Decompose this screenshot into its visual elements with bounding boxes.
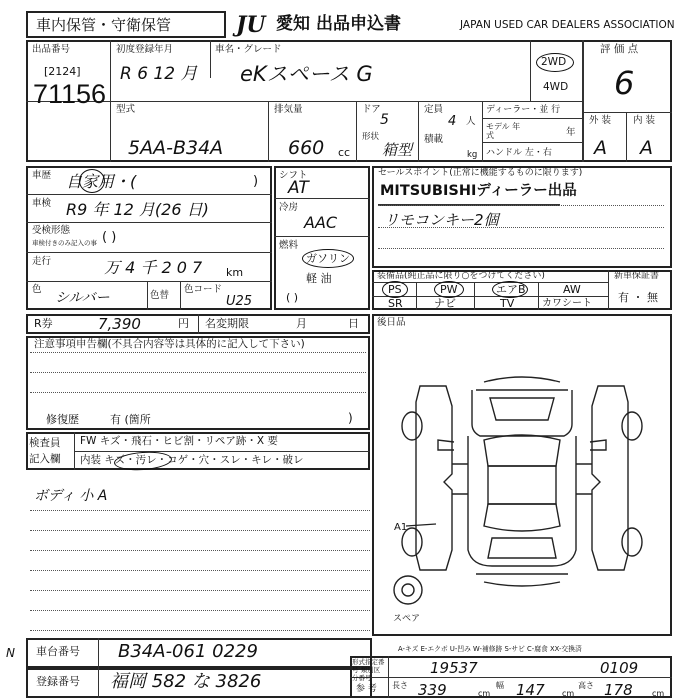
ju-logo	[236, 14, 274, 36]
ac-label: 冷房	[279, 202, 299, 213]
equip-pw: PW	[440, 283, 458, 296]
exterior-grade: A	[594, 137, 607, 159]
color-code-label: 色コード	[184, 284, 223, 295]
name-change-label: 名変期限	[205, 317, 249, 330]
model-year-label: モデル 年式	[486, 122, 521, 140]
drive-2wd-circle	[536, 53, 574, 72]
mileage-label: 走行	[32, 256, 52, 267]
equip-pw-circle	[434, 281, 464, 298]
interior-grade: A	[640, 137, 653, 159]
repair-history-value: 有 (箇所	[110, 413, 151, 426]
equip-aw: AW	[563, 283, 581, 296]
year-unit: 年	[566, 127, 576, 138]
first-registration-value: R 6 12 月	[120, 64, 198, 84]
spare-label: スペア	[393, 614, 421, 624]
assoc-name-en: JAPAN USED CAR DEALERS ASSOCIATION	[460, 19, 675, 31]
color-label: 色	[32, 284, 42, 295]
inspector-int-row: 内装 キズ・汚レ・コゲ・穴・スレ・キレ・破レ	[80, 454, 304, 466]
fuel-petrol: ガソリン	[306, 252, 350, 265]
displacement-value: 660	[288, 137, 325, 159]
interior-label: 内 装	[633, 115, 656, 126]
capacity-unit: 人	[466, 116, 476, 127]
model-grade-value: eKスペース G	[240, 62, 373, 86]
equip-tv: TV	[500, 297, 515, 310]
plate-value: 福岡 582 な 3826	[110, 671, 262, 692]
recycle-value: 7,390	[98, 315, 141, 333]
history-label: 車歴	[32, 170, 52, 181]
equip-airbag: エアB	[496, 283, 526, 296]
color-value: シルバー	[55, 290, 110, 306]
history-paren-close: )	[253, 174, 259, 189]
dims-ref-label: 参 考	[356, 684, 377, 694]
lot-number-small: [2124]	[44, 65, 81, 78]
sales-line-2: リモコンキー2個	[384, 211, 499, 229]
doc-title: 出品申込書	[316, 14, 401, 34]
org-name: 愛知	[276, 14, 310, 34]
km-unit: km	[226, 266, 244, 279]
width-value: 147	[516, 681, 545, 699]
margin-mark: N	[6, 646, 15, 660]
inspector-label-2: 記入欄	[29, 453, 61, 465]
lot-number-label: 出品番号	[32, 44, 71, 55]
history-value: 自家用・(	[66, 172, 137, 191]
name-change-month: 月	[296, 317, 307, 330]
model-type-label: 型式	[116, 104, 136, 115]
color-code-value: U25	[226, 294, 253, 309]
length-value: 339	[418, 681, 447, 699]
drive-4wd: 4WD	[543, 81, 569, 93]
doors-label: ドア	[362, 104, 381, 115]
equipment-label: 装備品(純正品に限り○をつけてください)	[377, 271, 545, 281]
name-change-day: 日	[348, 317, 359, 330]
lot-number: 71156	[33, 79, 107, 109]
grade-value: 6	[614, 64, 635, 102]
ac-value: AAC	[304, 213, 338, 232]
car-diagram	[372, 314, 672, 636]
height-value: 178	[604, 681, 633, 699]
dims-header: 形式指定番号 類別区分番号	[352, 658, 385, 682]
load-unit: kg	[467, 150, 478, 160]
fuel-label: 燃料	[279, 240, 299, 251]
fuel-petrol-circle	[302, 249, 354, 268]
dims-code-1: 19537	[430, 659, 478, 677]
receipt-sub: 車検付きのみ記入の事	[32, 239, 97, 247]
capacity-value: 4	[448, 114, 457, 129]
height-label: 高さ	[578, 681, 594, 690]
width-label: 幅	[496, 681, 504, 690]
equip-ps: PS	[388, 283, 402, 296]
sales-point-label: セールスポイント(正常に機能するものに限ります)	[378, 168, 583, 178]
equip-sr: SR	[388, 297, 403, 310]
shift-label: シフト	[279, 170, 308, 181]
dealer-label: ディーラー・並 行	[486, 105, 561, 115]
shift-value: AT	[288, 178, 309, 198]
color-change-label: 色替	[150, 290, 170, 301]
history-circle	[79, 169, 105, 193]
equip-ps-circle	[382, 281, 408, 298]
handle-label: ハンドル 左・右	[486, 148, 552, 158]
chassis-value: B34A-061 0229	[118, 641, 258, 662]
warranty-label: 新車保証書	[614, 271, 660, 281]
plate-label: 登録番号	[36, 675, 80, 688]
equip-airbag-circle	[492, 281, 528, 298]
form-value: 箱型	[382, 141, 413, 159]
cc-unit: cc	[338, 146, 351, 159]
ju-logo-text: JU	[236, 12, 266, 38]
mileage-value: 万 4 千 2 0 7	[104, 258, 203, 277]
recycle-yen: 円	[178, 317, 189, 330]
exterior-label: 外 装	[589, 115, 612, 126]
recycle-label: R券	[34, 317, 53, 330]
chassis-label: 車台番号	[36, 645, 80, 658]
model-grade-label: 車名・グレード	[215, 44, 282, 55]
repair-history-label: 修復歴	[46, 413, 79, 426]
inspection-value: R9 年 12 月(26 日)	[66, 200, 209, 219]
storage-title: 車内保管・守衛保管	[36, 16, 172, 34]
inspection-label: 車検	[32, 198, 52, 209]
notes-label: 注意事項申告欄(不具合内容等は具体的に記入して下さい)	[34, 338, 305, 350]
inspector-label-1: 検査員	[29, 437, 61, 449]
body-note: ボディ 小 A	[34, 488, 108, 504]
fuel-paren: ( )	[286, 291, 299, 304]
inspector-fw-row: FW キズ・飛石・ヒビ割・リペア跡・X 要	[80, 435, 278, 447]
first-registration-label: 初度登録年月	[116, 44, 174, 55]
dims-code-2: 0109	[600, 659, 639, 677]
length-cm: cm	[478, 689, 491, 698]
repair-history-close: )	[348, 411, 353, 425]
form-label: 形状	[362, 132, 380, 142]
doors-value: 5	[380, 112, 389, 128]
displacement-label: 排気量	[274, 104, 303, 115]
receipt-paren: ( )	[102, 230, 117, 245]
capacity-label: 定員	[424, 104, 444, 115]
post-items-label: 後日品	[377, 317, 406, 328]
height-cm: cm	[652, 689, 665, 698]
length-label: 長さ	[392, 681, 408, 690]
storage-title-box	[26, 11, 226, 38]
damage-legend: A-キズ E-エクボ U-凹み W-補修跡 S-サビ C-腐食 XX-交換済	[398, 645, 582, 653]
equip-navi: ナビ	[434, 297, 456, 310]
model-type-value: 5AA-B34A	[128, 137, 224, 159]
a1-mark: A1	[394, 522, 408, 533]
equip-leather-seat: カワシート	[542, 298, 592, 309]
sales-line-1: MITSUBISHIディーラー出品	[380, 183, 577, 199]
fuel-diesel: 軽 油	[306, 272, 332, 285]
grade-label: 評 価 点	[600, 43, 639, 55]
receipt-label: 受検形態	[32, 225, 71, 236]
warranty-value: 有 ・ 無	[618, 291, 658, 304]
drive-2wd: 2WD	[541, 56, 567, 68]
load-label: 積載	[424, 134, 444, 145]
width-cm: cm	[562, 689, 575, 698]
